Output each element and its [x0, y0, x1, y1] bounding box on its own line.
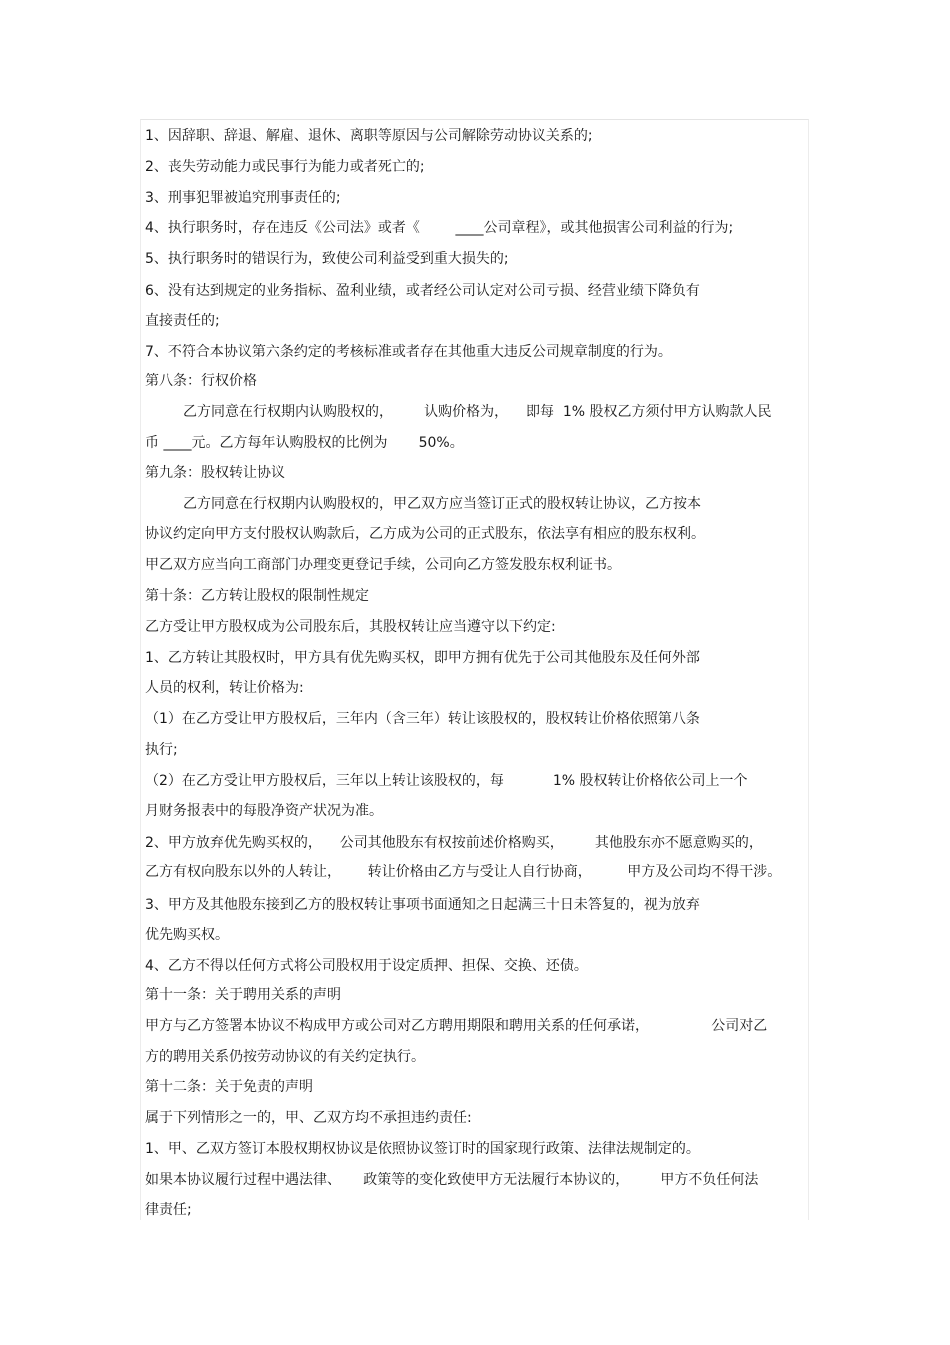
text-line: 乙方同意在行权期内认购股权的，甲乙双方应当签订正式的股权转让协议，乙方按本 [183, 496, 701, 512]
clause-7-item-1: 1、因辞职、辞退、解雇、退休、离职等原因与公司解除劳动协议关系的; [145, 128, 593, 144]
text-line: 月财务报表中的每股净资产状况为准。 [145, 803, 383, 819]
clause-10-sub-2: （2）在乙方受让甲方股权后，三年以上转让该股权的，每 1% 股权转让价格依公司上一个 [145, 773, 748, 789]
clause-10-item-4: 4、乙方不得以任何方式将公司股权用于设定质押、担保、交换、还债。 [145, 958, 588, 974]
article-11-heading: 第十一条：关于聘用关系的声明 [145, 987, 341, 1003]
article-10-heading: 第十条：乙方转让股权的限制性规定 [145, 588, 369, 604]
text-line: 币 ____元。乙方每年认购股权的比例为 50%。 [145, 435, 464, 451]
clause-7-item-5: 5、执行职务时的错误行为，致使公司利益受到重大损失的; [145, 251, 509, 267]
text-line: 律责任; [145, 1202, 192, 1218]
clause-7-item-4: 4、执行职务时，存在违反《公司法》或者《 ____公司章程》，或其他损害公司利益的行为; [145, 220, 734, 236]
clause-7-item-7: 7、不符合本协议第六条约定的考核标准或者存在其他重大违反公司规章制度的行为。 [145, 344, 672, 360]
clause-7-item-6: 6、没有达到规定的业务指标、盈利业绩，或者经公司认定对公司亏损、经营业绩下降负有 [145, 283, 700, 299]
text-line: 优先购买权。 [145, 927, 229, 943]
text-line: 乙方同意在行权期内认购股权的， 认购价格为， 即每 1% 股权乙方须付甲方认购款人民 [183, 404, 772, 420]
text-line: 属于下列情形之一的，甲、乙双方均不承担违约责任: [145, 1110, 472, 1126]
article-12-heading: 第十二条：关于免责的声明 [145, 1079, 313, 1095]
article-8-heading: 第八条：行权价格 [145, 373, 257, 389]
text-line: 执行; [145, 742, 178, 758]
clause-12-item-1: 1、甲、乙双方签订本股权期权协议是依照协议签订时的国家现行政策、法律法规制定的。 [145, 1141, 700, 1157]
text-line: 乙方有权向股东以外的人转让， 转让价格由乙方与受让人自行协商， 甲方及公司均不得干涉。 [145, 864, 782, 880]
clause-7-item-2: 2、丧失劳动能力或民事行为能力或者死亡的; [145, 159, 425, 175]
clause-10-item-2: 2、甲方放弃优先购买权的， 公司其他股东有权按前述价格购买， 其他股东亦不愿意购买的， [145, 835, 763, 851]
text-line: 甲乙双方应当向工商部门办理变更登记手续，公司向乙方签发股东权利证书。 [145, 557, 621, 573]
text-line: 乙方受让甲方股权成为公司股东后，其股权转让应当遵守以下约定: [145, 619, 556, 635]
clause-10-item-1: 1、乙方转让其股权时，甲方具有优先购买权，即甲方拥有优先于公司其他股东及任何外部 [145, 650, 700, 666]
text-line: 协议约定向甲方支付股权认购款后，乙方成为公司的正式股东，依法享有相应的股东权利。 [145, 526, 705, 542]
text-line: 方的聘用关系仍按劳动协议的有关约定执行。 [145, 1049, 425, 1065]
clause-10-sub-1: （1）在乙方受让甲方股权后，三年内（含三年）转让该股权的，股权转让价格依照第八条 [145, 711, 700, 727]
text-line: 人员的权利，转让价格为: [145, 680, 304, 696]
text-line: 直接责任的; [145, 313, 220, 329]
text-line: 如果本协议履行过程中遇法律、 政策等的变化致使甲方无法履行本协议的， 甲方不负任何法 [145, 1172, 759, 1188]
text-line: 甲方与乙方签署本协议不构成甲方或公司对乙方聘用期限和聘用关系的任何承诺， 公司对乙 [145, 1018, 768, 1034]
clause-10-item-3: 3、甲方及其他股东接到乙方的股权转让事项书面通知之日起满三十日未答复的，视为放弃 [145, 897, 700, 913]
clause-7-item-3: 3、刑事犯罪被追究刑事责任的; [145, 190, 341, 206]
article-9-heading: 第九条：股权转让协议 [145, 465, 285, 481]
